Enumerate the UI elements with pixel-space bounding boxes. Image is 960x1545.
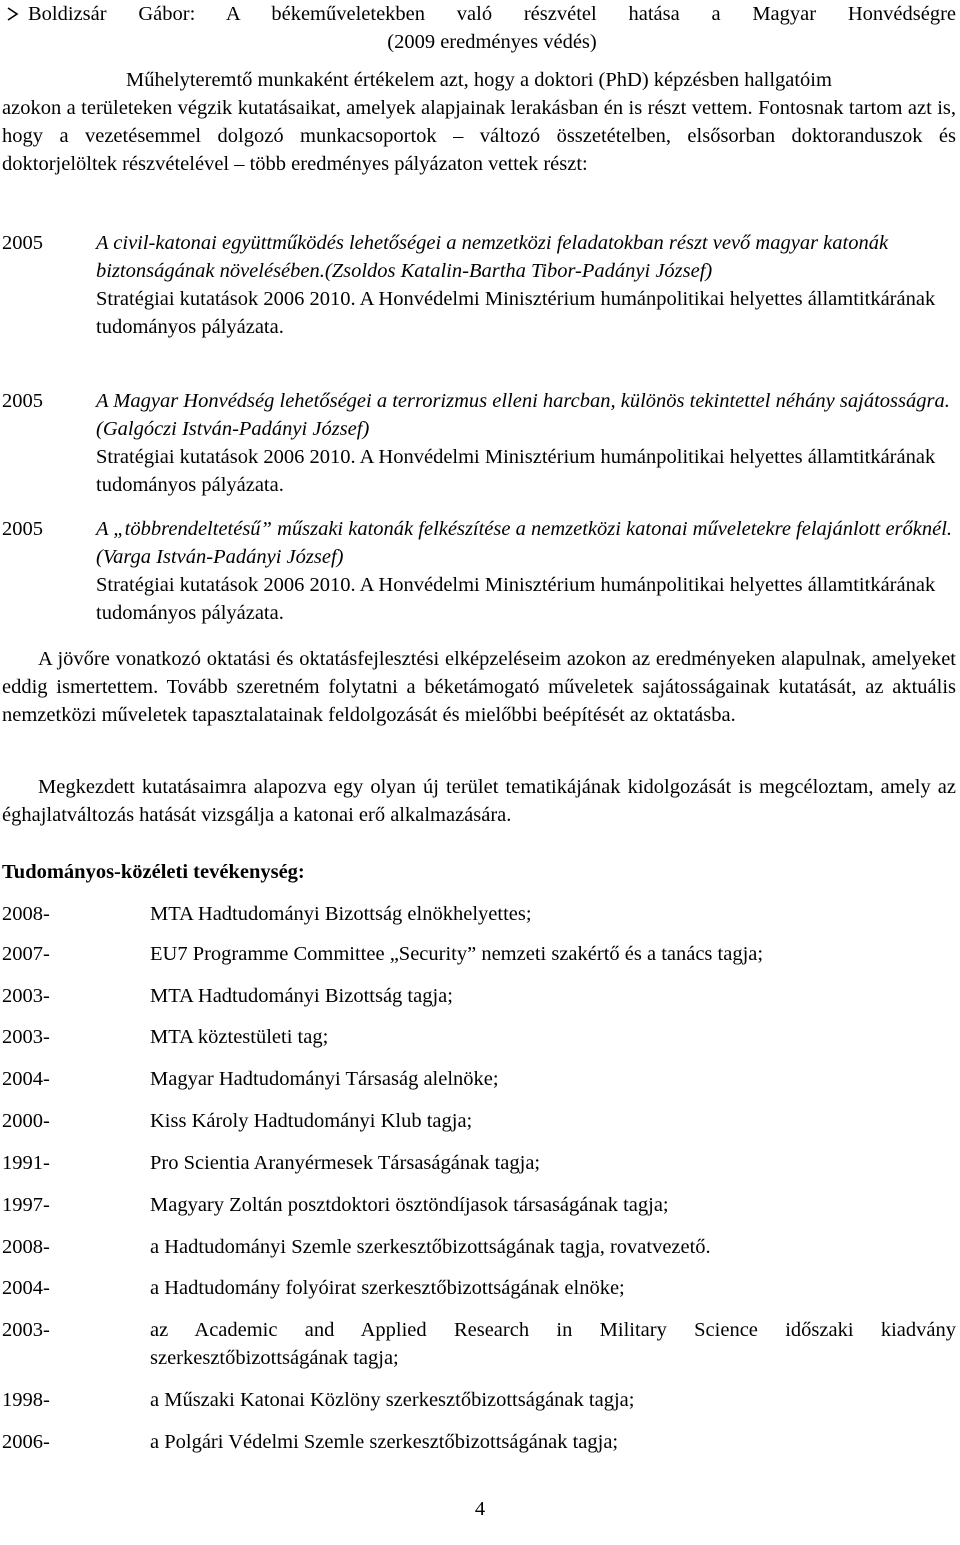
grant-funder: Stratégiai kutatások 2006 2010. A Honvédelmi Minisztérium humánpolitikai helyettes államtitkárának tudományos pályázata. (96, 288, 936, 338)
dissertation-note: (2009 eredményes védés) (387, 31, 597, 53)
activity-text: Kiss Károly Hadtudományi Klub tagja; (150, 1110, 473, 1132)
activity-row (2, 900, 956, 928)
page-number: 4 (474, 1498, 486, 1520)
dissertation-title: Boldizsár Gábor: A békeműveletekben való részvétel hatása a Magyar Honvédségre (28, 3, 956, 25)
grant-funder: Stratégiai kutatások 2006 2010. A Honvédelmi Minisztérium humánpolitikai helyettes államtitkárának tudományos pályázata. (96, 446, 936, 496)
activity-year: 1997- (2, 1194, 50, 1216)
activity-row (2, 1149, 956, 1177)
activity-text: a Polgári Védelmi Szemle szerkesztőbizottságának tagja; (150, 1431, 619, 1453)
activity-row (2, 940, 956, 968)
paragraph-future-plans: A jövőre vonatkozó oktatási és oktatásfejlesztési elképzeléseim azokon az eredményeken alapulnak, amelyeket eddig ismertettem. Tovább szeretném folytatni a béketámogató műveletek sajátosságainak kutatását, az aktuális nemzetközi műveletek tapasztalatainak feldolgozását és mielőbbi beépítését az oktatásba. (2, 648, 956, 726)
activity-row (2, 982, 956, 1010)
activity-row (2, 1065, 956, 1093)
grant-title: A „többrendeltetésű” műszaki katonák felkészítése a nemzetközi katonai műveletekre felajánlott erőknél. (Varga István-Padányi József) (96, 518, 953, 568)
activity-year: 2008- (2, 903, 50, 925)
activity-year: 1998- (2, 1389, 50, 1411)
activity-year: 2003- (2, 1319, 50, 1341)
activity-year: 2007- (2, 943, 50, 965)
dissertation-entry (2, 0, 956, 56)
activity-row (2, 1107, 956, 1135)
activity-year: 2006- (2, 1431, 50, 1453)
section-heading: Tudományos-közéleti tevékenység: (2, 861, 305, 883)
activity-row (2, 1316, 956, 1372)
activity-year: 2004- (2, 1068, 50, 1090)
activity-row (2, 1191, 956, 1219)
activity-text: MTA Hadtudományi Bizottság tagja; (150, 985, 453, 1007)
grant-title: A Magyar Honvédség lehetőségei a terrorizmus elleni harcban, különös tekintettel néhány sajátosságra.(Galgóczi István-Padányi József) (96, 390, 950, 440)
grant-item (2, 515, 956, 627)
activity-year: 2004- (2, 1277, 50, 1299)
activity-text: MTA köztestületi tag; (150, 1026, 329, 1048)
paragraph-new-research: Megkezdett kutatásaimra alapozva egy olyan új terület tematikájának kidolgozását is megcéloztam, amely az éghajlatváltozás hatását vizsgálja a katonai erő alkalmazására. (2, 776, 956, 826)
activity-year: 1991- (2, 1152, 50, 1174)
grant-year: 2005 (2, 518, 43, 540)
paragraph-first-line: Műhelyteremtő munkaként értékelem azt, hogy a doktori (PhD) képzésben hallgatóim (126, 69, 832, 91)
activity-year: 2003- (2, 1026, 50, 1048)
activity-row (2, 1023, 956, 1051)
paragraph-workshop (2, 66, 956, 178)
activity-row (2, 1386, 956, 1414)
activity-row (2, 1274, 956, 1302)
activity-text: a Műszaki Katonai Közlöny szerkesztőbizottságának tagja; (150, 1389, 635, 1411)
grant-item (2, 229, 956, 341)
grant-item (2, 387, 956, 499)
activity-year: 2008- (2, 1236, 50, 1258)
activity-text: Magyary Zoltán posztdoktori ösztöndíjasok társaságának tagja; (150, 1194, 669, 1216)
activity-text: a Hadtudomány folyóirat szerkesztőbizottságának elnöke; (150, 1277, 625, 1299)
grant-funder: Stratégiai kutatások 2006 2010. A Honvédelmi Minisztérium humánpolitikai helyettes államtitkárának tudományos pályázata. (96, 574, 936, 624)
activity-row (2, 1428, 956, 1456)
grant-year: 2005 (2, 232, 43, 254)
activity-year: 2003- (2, 985, 50, 1007)
activity-text: a Hadtudományi Szemle szerkesztőbizottságának tagja, rovatvezető. (150, 1236, 711, 1258)
grant-title: A civil-katonai együttműködés lehetőségei a nemzetközi feladatokban részt vevő magyar katonák biztonságának növelésében.(Zsoldos Katalin-Bartha Tibor-Padányi József) (96, 232, 889, 282)
activity-text: Pro Scientia Aranyérmesek Társaságának tagja; (150, 1152, 541, 1174)
arrow-right-icon (2, 0, 28, 56)
activity-text: az Academic and Applied Research in Military Science időszaki kiadvány szerkesztőbizottságának tagja; (150, 1319, 956, 1369)
activity-year: 2000- (2, 1110, 50, 1132)
grant-year: 2005 (2, 390, 43, 412)
activity-row (2, 1233, 956, 1261)
activity-text: MTA Hadtudományi Bizottság elnökhelyettes; (150, 903, 532, 925)
paragraph-body: azokon a területeken végzik kutatásaikat, amelyek alapjainak lerakásban én is részt vettem. Fontosnak tartom azt is, hogy a vezetésemmel dolgozó munkacsoportok – változó összetételben, elsősorban doktoranduszok és doktorjelöltek részvételével – több eredményes pályázaton vettek részt: (2, 97, 956, 175)
activity-text: Magyar Hadtudományi Társaság alelnöke; (150, 1068, 499, 1090)
activity-text: EU7 Programme Committee „Security” nemzeti szakértő és a tanács tagja; (150, 943, 764, 965)
